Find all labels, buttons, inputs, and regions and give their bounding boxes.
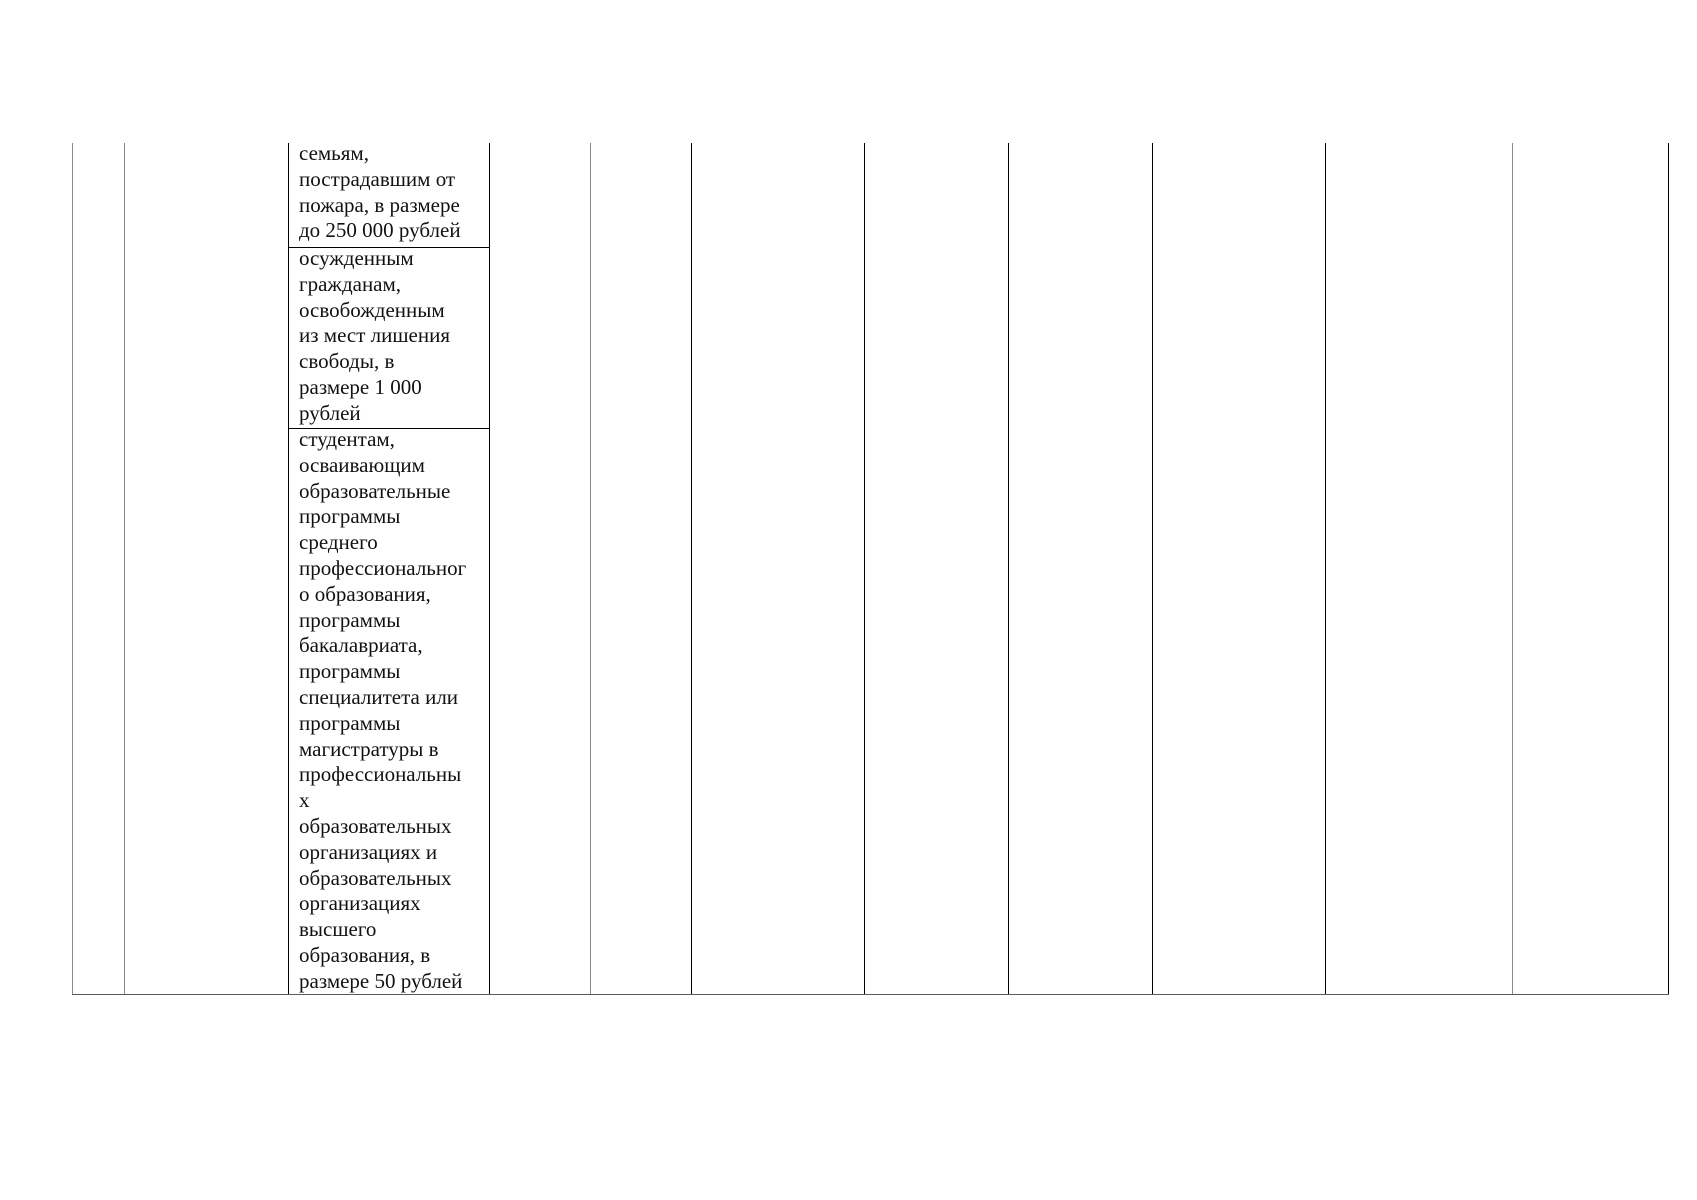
column-divider: [590, 143, 591, 995]
table-border-right: [1668, 143, 1669, 995]
table-border-left: [72, 143, 73, 995]
column-divider: [124, 143, 125, 995]
column-divider: [691, 143, 692, 995]
table-cell: [288, 429, 489, 995]
table-cell: [288, 143, 489, 248]
cell-text: студентам, осваивающим образовательные программы среднего профессиональног о образования, программы бакалавриата, программы специалитета или программы магистратуры в профессиональны х образовательных организациях и образовательных организациях высшего образования, в размере 50 рублей: [299, 429, 467, 993]
column-divider: [489, 143, 490, 995]
column-divider: [1512, 143, 1513, 995]
column-divider: [1325, 143, 1326, 995]
cell-text: осужденным гражданам, освобожденным из мест лишения свободы, в размере 1 000 рублей: [299, 248, 451, 425]
table-fragment: [72, 143, 1669, 995]
table-cell: [288, 248, 489, 429]
column-divider: [1008, 143, 1009, 995]
column-divider: [1152, 143, 1153, 995]
cell-text: семьям, пострадавшим от пожара, в размере до 250 000 рублей: [299, 143, 461, 243]
column-divider: [864, 143, 865, 995]
